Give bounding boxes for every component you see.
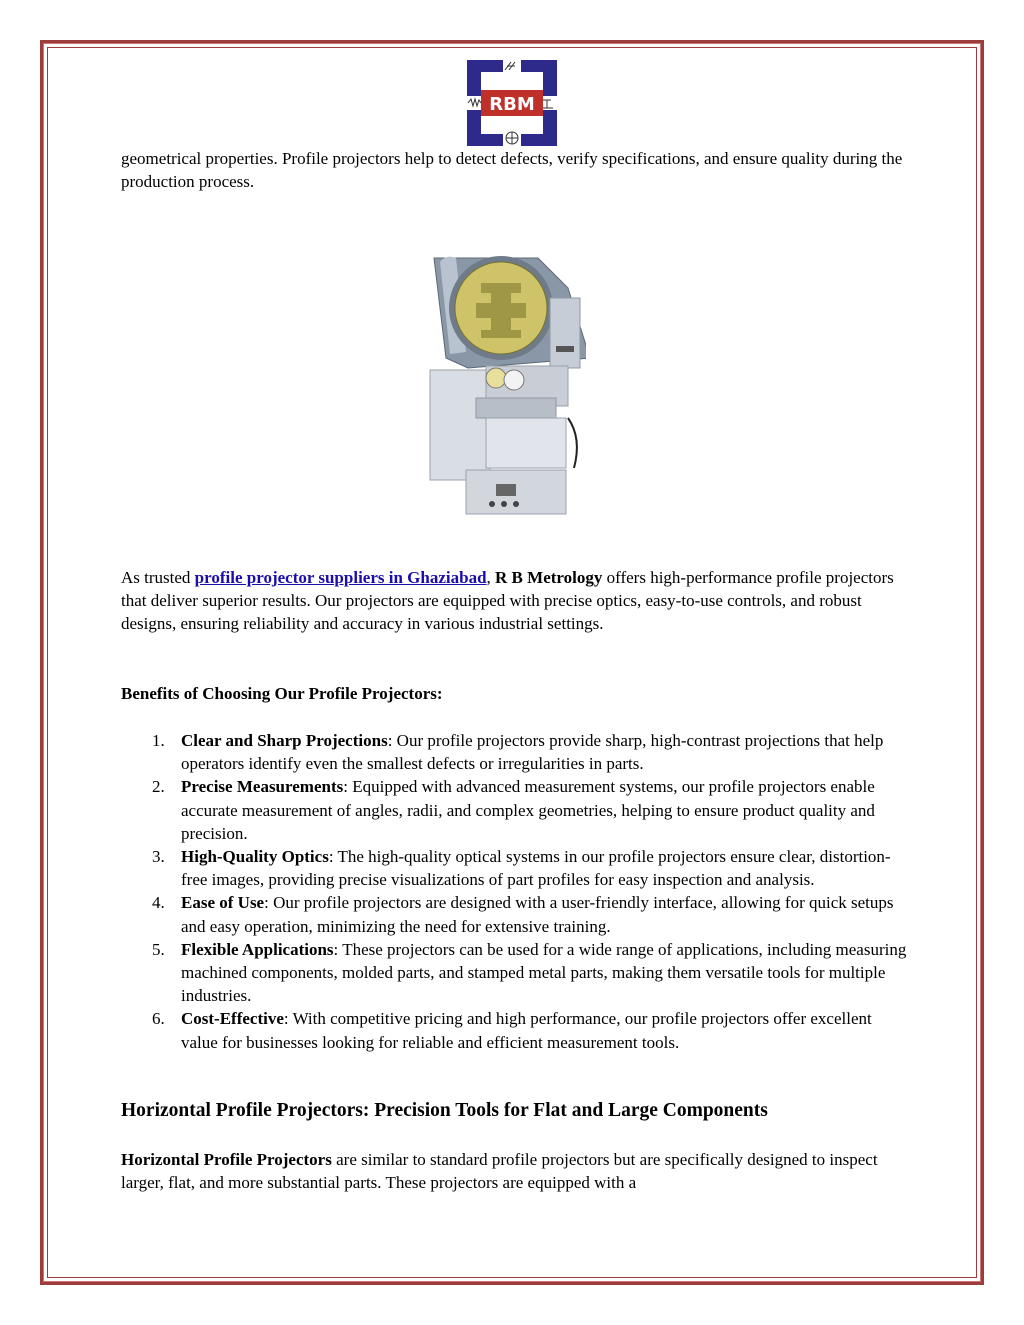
list-item — [121, 891, 911, 937]
logo-text: RBM — [489, 94, 535, 115]
brand-name: R B Metrology — [495, 568, 603, 587]
profile-projector-image — [426, 248, 586, 520]
list-item-title: Flexible Applications — [181, 939, 334, 959]
list-number: 2. — [152, 777, 165, 797]
list-item-title: Precise Measurements — [181, 777, 344, 797]
list-item — [121, 938, 911, 1008]
list-number: 4. — [152, 893, 165, 913]
supplier-paragraph — [121, 566, 911, 636]
list-number: 1. — [152, 731, 165, 750]
list-item-text: : Our profile projectors provide sharp, high-contrast projections that help operators identify even the smallest defects or irregularities in parts. — [181, 731, 884, 774]
benefits-list — [121, 729, 911, 1054]
list-item — [121, 845, 911, 891]
list-item-text: : Our profile projectors are designed with a user-friendly interface, allowing for quick setups and easy operation, minimizing the need for extensive training. — [181, 893, 894, 936]
rbm-logo — [467, 60, 557, 146]
horizontal-text: are similar to standard profile projectors but are specifically designed to inspect larger, flat, and more substantial parts. These projectors are equipped with a — [121, 1150, 878, 1193]
list-item-title: Cost-Effective — [181, 1009, 284, 1029]
list-item-text: : With competitive pricing and high performance, our profile projectors offer excellent value for businesses looking for reliable and efficient measurement tools. — [181, 1009, 872, 1052]
list-item-text: : These projectors can be used for a wide range of applications, including measuring machined components, molded parts, and stamped metal parts, making them versatile tools for multiple industries. — [181, 939, 907, 1006]
supplier-prefix: As trusted — [121, 568, 195, 587]
supplier-rest: offers high-performance profile projectors that deliver superior results. Our projectors are equipped with precise optics, easy-to-use controls, and robust designs, ensuring reliability and accuracy in various industrial settings. — [121, 568, 894, 634]
list-number: 6. — [152, 1009, 165, 1029]
list-number: 5. — [152, 939, 165, 959]
list-item-title: High-Quality Optics — [181, 847, 329, 867]
supplier-comma: , — [486, 568, 496, 587]
list-item — [121, 775, 911, 845]
list-item-title: Clear and Sharp Projections — [181, 731, 388, 750]
list-item — [121, 1007, 911, 1053]
list-item — [121, 729, 911, 775]
intro-paragraph: geometrical properties. Profile projectors help to detect defects, verify specifications, and ensure quality during the production process. — [121, 149, 903, 192]
list-item-text: : The high-quality optical systems in our profile projectors ensure clear, distortion-free images, providing precise visualizations of part profiles for easy inspection and analysis. — [181, 847, 891, 890]
horizontal-paragraph — [121, 1148, 911, 1194]
supplier-link[interactable]: profile projector suppliers in Ghaziabad — [194, 568, 487, 587]
list-item-title: Ease of Use — [181, 893, 265, 913]
section-heading: Horizontal Profile Projectors: Precision Tools for Flat and Large Components — [121, 1100, 768, 1121]
list-item-text: : Equipped with advanced measurement systems, our profile projectors enable accurate measurement of angles, radii, and complex geometries, helping to ensure product quality and precision. — [181, 777, 875, 843]
benefits-heading: Benefits of Choosing Our Profile Projectors: — [121, 684, 443, 703]
page-border-inner — [47, 47, 977, 1278]
list-number: 3. — [152, 847, 165, 867]
horizontal-title: Horizontal Profile Projectors — [121, 1150, 332, 1169]
